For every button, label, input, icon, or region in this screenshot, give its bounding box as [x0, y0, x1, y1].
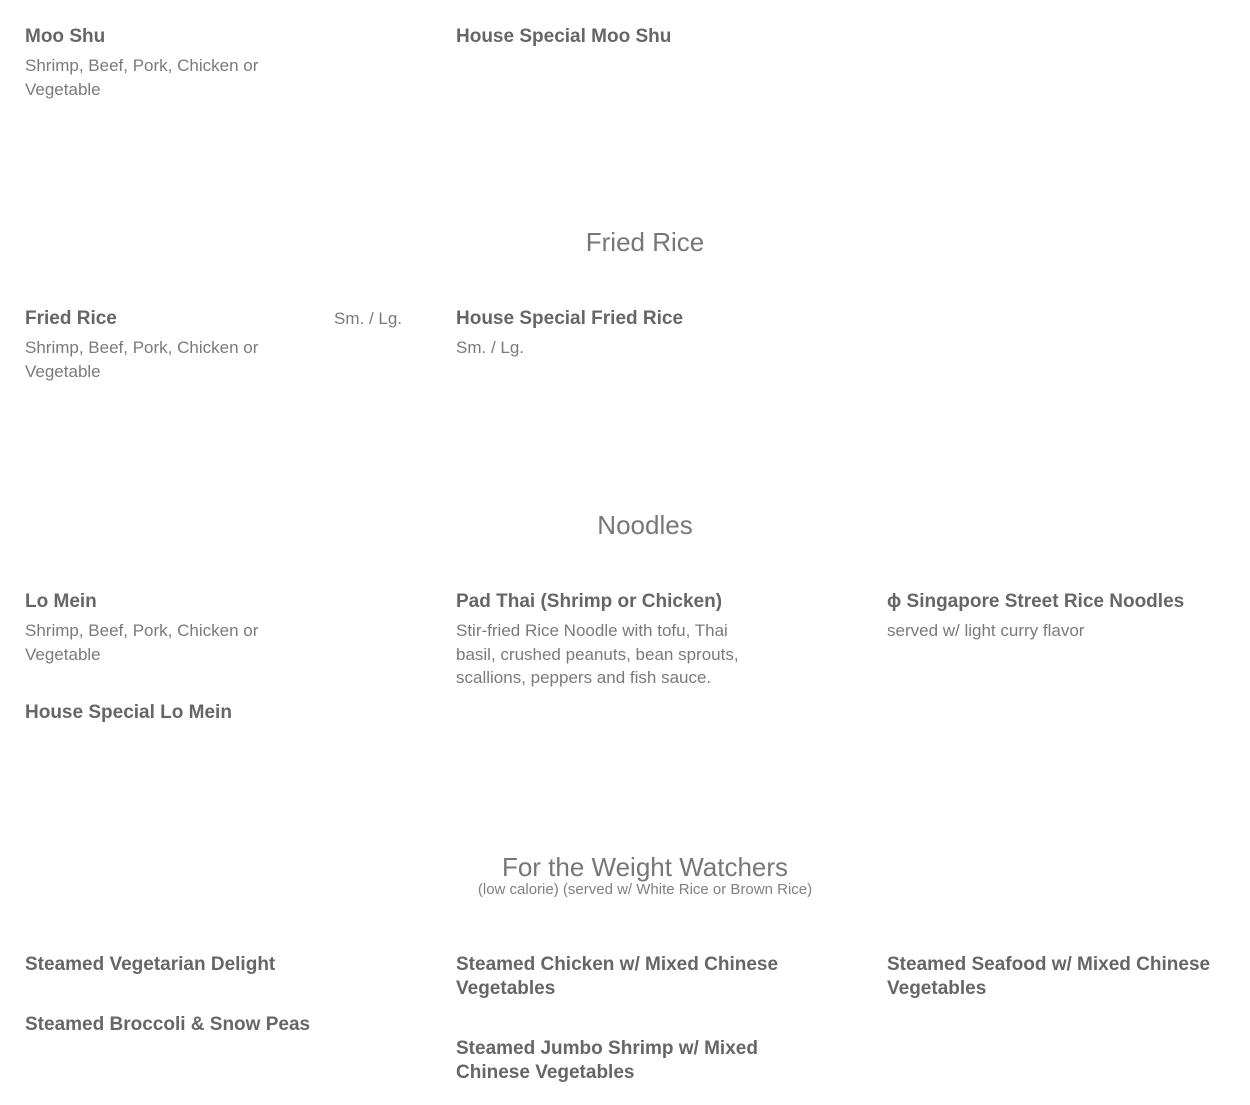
menu-item-steamed-seafood-mixed-veg: [887, 953, 1232, 1001]
item-description: served w/ light curry flavor: [887, 621, 1085, 640]
section-title-weight-watchers: For the Weight Watchers: [501, 852, 789, 882]
menu-item-steamed-jumbo-shrimp-mixed-veg: [456, 1037, 776, 1085]
menu-item-singapore-street-rice-noodles: [887, 590, 1237, 643]
item-description: Stir-fried Rice Noodle with tofu, Thai basil, crushed peanuts, bean sprouts, scallions, peppers and fish sauce.: [456, 621, 739, 687]
item-description: Sm. / Lg.: [456, 338, 525, 357]
menu-item-house-special-moo-shu: [456, 25, 836, 49]
menu-item-steamed-chicken-mixed-veg: [456, 953, 801, 1001]
menu-item-steamed-broccoli-snow-peas: [25, 1013, 405, 1037]
menu-item-lo-mein: [25, 590, 325, 666]
item-name: Steamed Broccoli & Snow Peas: [25, 1014, 311, 1035]
item-name: Fried Rice: [25, 308, 117, 329]
item-name: House Special Fried Rice: [456, 308, 684, 329]
item-price-sizes: Sm. / Lg.: [334, 309, 403, 328]
item-name: Pad Thai (Shrimp or Chicken): [456, 591, 723, 612]
item-name: Steamed Seafood w/ Mixed Chinese Vegetables: [887, 954, 1211, 999]
item-name: Steamed Vegetarian Delight: [25, 954, 276, 975]
menu-item-fried-rice: [25, 307, 325, 383]
menu-item-steamed-vegetarian-delight: [25, 953, 405, 977]
item-name: Lo Mein: [25, 591, 97, 612]
section-subtitle-weight-watchers: (low calorie) (served w/ White Rice or Brown Rice): [477, 881, 813, 898]
item-name: ɸ Singapore Street Rice Noodles: [887, 591, 1185, 612]
section-title-noodles: Noodles: [597, 510, 693, 540]
item-name: House Special Moo Shu: [456, 26, 672, 47]
item-name: Steamed Chicken w/ Mixed Chinese Vegetables: [456, 954, 779, 999]
menu-item-house-special-fried-rice: [456, 307, 836, 360]
item-name: Moo Shu: [25, 26, 106, 47]
item-description: Shrimp, Beef, Pork, Chicken or Vegetable: [25, 621, 259, 664]
item-name: Steamed Jumbo Shrimp w/ Mixed Chinese Vegetables: [456, 1038, 758, 1083]
section-title-fried-rice: Fried Rice: [585, 227, 705, 257]
menu-item-house-special-lo-mein: [25, 701, 405, 725]
item-description: Shrimp, Beef, Pork, Chicken or Vegetable: [25, 338, 259, 381]
item-name: House Special Lo Mein: [25, 702, 232, 723]
item-description: Shrimp, Beef, Pork, Chicken or Vegetable: [25, 56, 259, 99]
menu-item-pad-thai: [456, 590, 766, 690]
menu-item-moo-shu: [25, 25, 325, 101]
